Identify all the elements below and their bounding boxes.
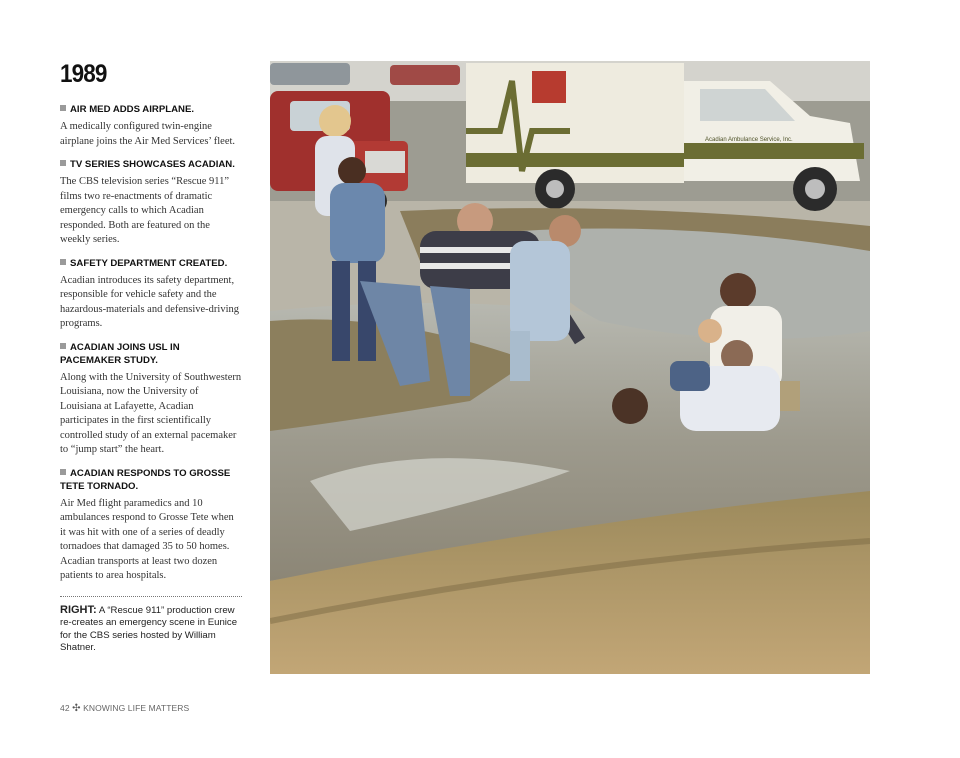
distant-car: [390, 65, 460, 85]
entry-body: Acadian introduces its safety department, responsible for vehicle safety and the hazardous-materials and defensive-driving programs.: [60, 274, 240, 329]
fleur-de-lis-icon: ✣: [72, 703, 81, 714]
page-number: 42: [60, 703, 70, 713]
entry-body: Air Med flight paramedics and 10 ambulances respond to Grosse Tete when it was hit with one of a series of deadly tornadoes that damaged 35 to 50 homes. Acadian transports at least two dozen patients to area hospitals.: [60, 497, 234, 581]
caption-label: RIGHT:: [60, 603, 97, 616]
rescue-scene-photo: [270, 61, 870, 674]
entry-heading: TV SERIES SHOWCASES ACADIAN.: [60, 158, 242, 171]
entry-body: The CBS television series “Rescue 911” films two re-enactments of dramatic emergency calls to which Acadian responded. Both are featured on the weekly series.: [60, 176, 230, 245]
entry-heading: AIR MED ADDS AIRPLANE.: [60, 103, 242, 116]
caption-text: A “Rescue 911” production crew re-creates an emergency scene in Eunice for the CBS series hosted by William Shatner.: [60, 604, 238, 653]
timeline-entry: [60, 103, 242, 149]
timeline-entry: [60, 341, 242, 458]
entry-body: Along with the University of Southwestern Louisiana, now the University of Louisiana at Lafayette, Acadian participates in the first scientifically controlled study of an external pacemaker to “jump start” the heart.: [60, 371, 242, 455]
square-bullet-icon: [60, 469, 66, 475]
distant-car: [270, 63, 350, 85]
photo-caption: [60, 604, 242, 655]
page-footer: [60, 703, 189, 714]
entry-heading: SAFETY DEPARTMENT CREATED.: [60, 257, 242, 270]
caption-divider: [60, 596, 242, 597]
timeline-entry: [60, 467, 242, 584]
sidebar-text: [60, 60, 242, 655]
book-title: KNOWING LIFE MATTERS: [83, 703, 190, 713]
timeline-entry: [60, 257, 242, 332]
entry-body: A medically configured twin-engine airplane joins the Air Med Services’ fleet.: [60, 121, 236, 147]
square-bullet-icon: [60, 343, 66, 349]
square-bullet-icon: [60, 160, 66, 166]
entry-heading: ACADIAN JOINS USL IN PACEMAKER STUDY.: [60, 341, 180, 366]
entry-heading: ACADIAN RESPONDS TO GROSSE TETE TORNADO.: [60, 467, 231, 492]
square-bullet-icon: [60, 259, 66, 265]
timeline-entry: [60, 158, 242, 248]
ambulance-lettering: Acadian Ambulance Service, Inc.: [705, 137, 793, 143]
year-heading: 1989: [60, 60, 107, 88]
square-bullet-icon: [60, 105, 66, 111]
